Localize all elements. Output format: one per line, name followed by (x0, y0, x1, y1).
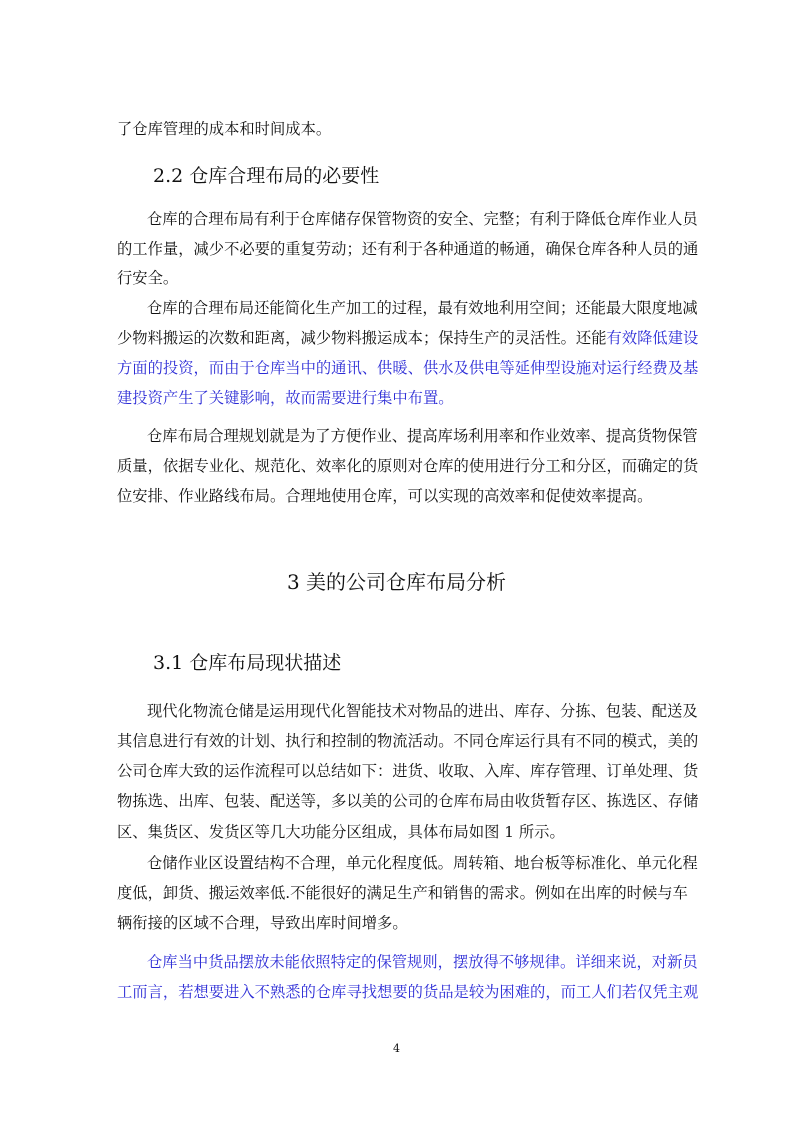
paragraph-line: 其信息进行有效的计划、执行和控制的物流活动。不同仓库运行具有不同的模式，美的 (117, 732, 699, 750)
paragraph-line: 仓库的合理布局还能简化生产加工的过程，最有效地利用空间；还能最大限度地减 (147, 299, 698, 317)
highlighted-line: 仓库当中货品摆放未能依照特定的保管规则，摆放得不够规律。详细来说，对新员 (147, 953, 698, 971)
paragraph-line: 度低，卸货、搬运效率低.不能很好的满足生产和销售的需求。例如在出库的时候与车 (117, 884, 688, 902)
paragraph-line: 行安全。 (117, 269, 179, 287)
paragraph-line: 仓库布局合理规划就是为了方便作业、提高库场利用率和作业效率、提高货物保管 (147, 427, 698, 445)
paragraph-line: 仓库的合理布局有利于仓库储存保管物资的安全、完整；有利于降低仓库作业人员 (147, 210, 698, 228)
paragraph-line: 现代化物流仓储是运用现代化智能技术对物品的进出、库存、分拣、包装、配送及 (147, 702, 698, 720)
paragraph-line: 位安排、作业路线布局。合理地使用仓库，可以实现的高效率和促使效率提高。 (117, 487, 653, 505)
paragraph-line: 物拣选、出库、包装、配送等，多以美的公司的仓库布局由收货暂存区、拣选区、存储 (117, 792, 699, 810)
plain-text: 少物料搬运的次数和距离，减少物料搬运成本；保持生产的灵活性。还能 (117, 329, 607, 347)
highlighted-line: 工而言，若想要进入不熟悉的仓库寻找想要的货品是较为困难的，而工人们若仅凭主观 (117, 983, 699, 1001)
paragraph-line: 仓储作业区设置结构不合理，单元化程度低。周转箱、地台板等标准化、单元化程 (147, 854, 698, 872)
section-heading-3-1: 3.1 仓库布局现状描述 (153, 652, 342, 674)
highlighted-line: 方面的投资，而由于仓库当中的通讯、供暖、供水及供电等延伸型设施对运行经费及基 (117, 359, 699, 377)
page-number: 4 (393, 1042, 400, 1055)
paragraph-line-mixed (117, 328, 699, 348)
paragraph-line: 的工作量，减少不必要的重复劳动；还有利于各种通道的畅通，确保仓库各种人员的通 (117, 240, 699, 258)
highlighted-text: 有效降低建设 (606, 329, 699, 347)
paragraph-line: 质量，依据专业化、规范化、效率化的原则对仓库的使用进行分工和分区，而确定的货 (117, 457, 699, 475)
paragraph-line: 了仓库管理的成本和时间成本。 (117, 120, 332, 138)
chapter-heading-3: 3 美的公司仓库布局分析 (286, 570, 507, 594)
section-heading-2-2: 2.2 仓库合理布局的必要性 (153, 165, 380, 187)
paragraph-line: 公司仓库大致的运作流程可以总结如下：进货、收取、入库、库存管理、订单处理、货 (117, 762, 699, 780)
highlighted-line: 建投资产生了关键影响，故而需要进行集中布置。 (117, 389, 454, 407)
paragraph-line: 区、集货区、发货区等几大功能分区组成，具体布局如图 1 所示。 (117, 823, 565, 841)
paragraph-line: 辆衔接的区域不合理，导致出库时间增多。 (117, 914, 408, 932)
